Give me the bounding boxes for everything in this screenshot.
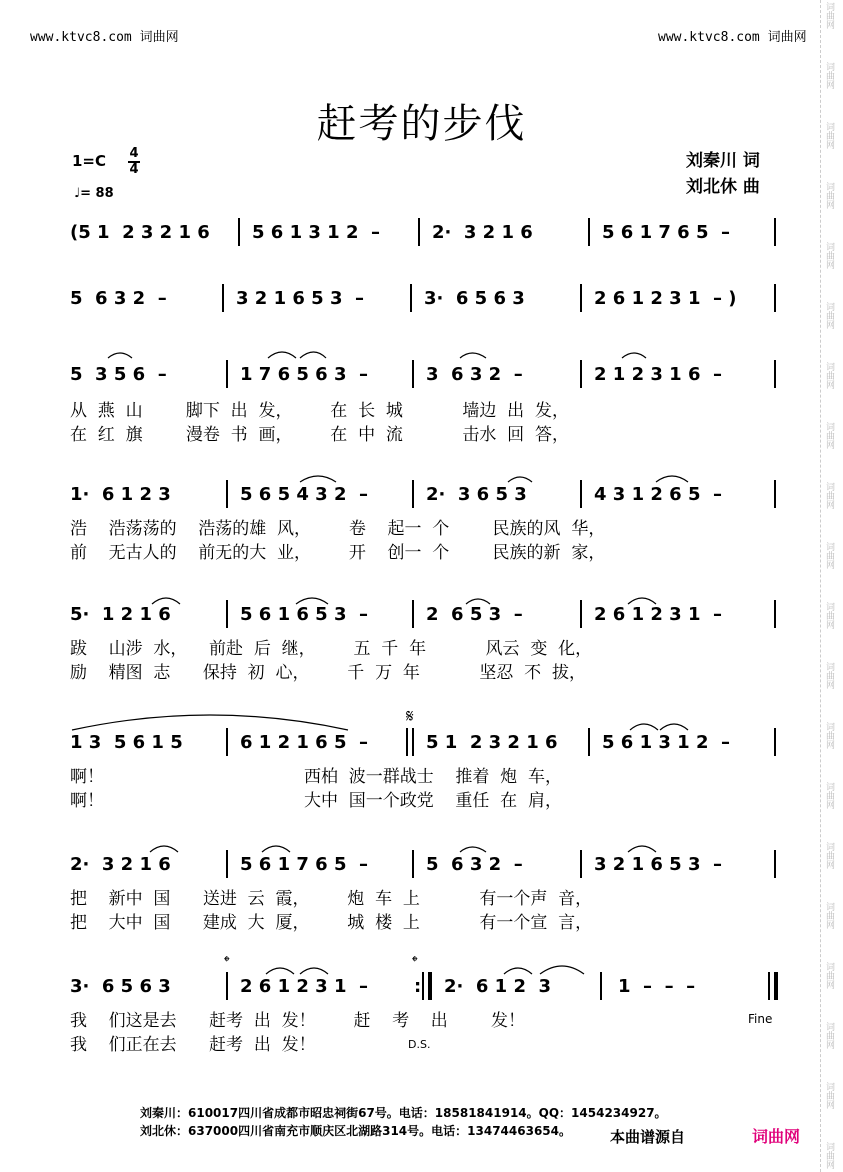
barline — [422, 972, 424, 1000]
site-url-right[interactable]: www.ktvc8.com 词曲网 — [658, 30, 807, 45]
measure: 1 7 6 5 6 3 – — [240, 364, 369, 385]
song-title: 赶考的步伐 — [316, 101, 527, 147]
lyric-verse-1: 我 们这是去 赶考 出 发！ 赶 考 出 发！ — [70, 1011, 525, 1031]
measure: 3· 6 5 6 3 — [70, 976, 171, 997]
measure: 2 6 1 2 3 1 – ) — [594, 288, 737, 309]
measure: (5 1 2 3 2 1 6 — [70, 222, 210, 243]
key-signature: 1=C — [72, 152, 107, 170]
measure: 5 6 1 3 1 2 – — [602, 732, 731, 753]
barline — [226, 600, 228, 628]
barline — [412, 480, 414, 508]
source-label: 本曲谱源自 — [610, 1128, 686, 1146]
time-bottom: 4 — [129, 162, 139, 177]
measure: 5· 1 2 1 6 — [70, 604, 171, 625]
lyric-verse-2: 在 红 旗 漫卷 书 画， 在 中 流 击水 回 答， — [70, 425, 569, 445]
score-line-6 — [70, 732, 780, 762]
lyric-verse-2: 我 们正在去 赶考 出 发！ — [70, 1035, 316, 1055]
barline — [428, 972, 432, 1000]
fine-marking: Fine — [748, 1012, 773, 1026]
measure: 1· 6 1 2 3 — [70, 484, 171, 505]
measure: 2 6 1 2 3 1 – — [240, 976, 369, 997]
measure: 2· 3 2 1 6 — [70, 854, 171, 875]
barline — [774, 728, 776, 756]
measure: 4 3 1 2 6 5 – — [594, 484, 723, 505]
score-line-4 — [70, 484, 780, 514]
measure: 5 6 1 3 1 2 – — [252, 222, 381, 243]
barline — [588, 728, 590, 756]
time-top: 4 — [129, 146, 139, 161]
measure: 2 1 2 3 1 6 – — [594, 364, 723, 385]
measure: 5 6 1 7 6 5 – — [240, 854, 369, 875]
measure: 2 6 5 3 – — [426, 604, 523, 625]
site-url-left[interactable]: www.ktvc8.com 词曲网 — [30, 30, 179, 45]
lyric-verse-2: 励 精图 志 保持 初 心， 千 万 年 坚忍 不 拔， — [70, 663, 586, 683]
lyric-verse-1: 把 新中 国 送进 云 霞， 炮 车 上 有一个声 音， — [70, 889, 593, 909]
contact-composer: 刘北休：637000四川省南充市顺庆区北湖路314号。电话：13474463654。 — [140, 1124, 571, 1138]
barline — [226, 360, 228, 388]
measure: 2· 3 2 1 6 — [432, 222, 533, 243]
coda-sign: 𝄌 — [224, 952, 230, 971]
barline — [774, 850, 776, 878]
measure: 3· 6 5 6 3 — [424, 288, 525, 309]
barline — [412, 360, 414, 388]
barline — [580, 850, 582, 878]
score-line-3 — [70, 364, 780, 394]
measure: 1 3 5 6 1 5 — [70, 732, 183, 753]
tempo-marking: ♩= 88 — [74, 186, 114, 201]
barline — [768, 972, 770, 1000]
measure: 5 6 1 6 5 3 – — [240, 604, 369, 625]
quarter-note-icon: ♩ — [74, 186, 81, 201]
lyric-verse-2: 把 大中 国 建成 大 厦， 城 楼 上 有一个宣 言， — [70, 913, 593, 933]
score-line-5 — [70, 604, 780, 634]
barline — [774, 480, 776, 508]
lyric-verse-1: 啊！ 西柏 波一群战士 推着 炮 车， — [70, 767, 562, 787]
barline — [226, 972, 228, 1000]
lyric-verse-1: 从 燕 山 脚下 出 发， 在 长 城 墙边 出 发， — [70, 401, 569, 421]
ds-marking: D.S. — [408, 1038, 431, 1051]
final-barline — [774, 972, 778, 1000]
measure: 5 3 5 6 – — [70, 364, 167, 385]
lyric-verse-1: 跋 山涉 水， 前赴 后 继， 五 千 年 风云 变 化， — [70, 639, 593, 659]
measure: 5 6 3 2 – — [70, 288, 167, 309]
barline — [580, 480, 582, 508]
watermark-strip: 词曲网 词曲网 词曲网 词曲网 词曲网 词曲网 词曲网 词曲网 词曲网 词曲网 词曲网 词曲网 词曲网 词曲网 词曲网 词曲网 词曲网 词曲网 词曲网 词曲网 — [820, 0, 839, 1172]
measure: 5 6 1 7 6 5 – — [602, 222, 731, 243]
measure: 3 2 1 6 5 3 – — [594, 854, 723, 875]
measure: 5 1 2 3 2 1 6 — [426, 732, 558, 753]
contact-lyricist: 刘秦川：610017四川省成都市昭忠祠街67号。电话：18581841914。QQ：1454234927。 — [140, 1106, 667, 1120]
repeat-dots: : — [414, 976, 422, 997]
segno-sign: 𝄋 — [406, 706, 414, 727]
lyric-verse-2: 前 无古人的 前无的大 业， 开 创一 个 民族的新 家， — [70, 543, 606, 563]
barline — [774, 360, 776, 388]
barline — [226, 850, 228, 878]
barline — [412, 850, 414, 878]
lyric-verse-1: 浩 浩荡荡的 浩荡的雄 风， 卷 起一 个 民族的风 华， — [70, 519, 606, 539]
coda-sign-2: 𝄌 — [412, 952, 418, 971]
measure: 5 6 3 2 – — [426, 854, 523, 875]
barline — [226, 728, 228, 756]
score-line-7 — [70, 854, 780, 884]
barline — [406, 728, 408, 756]
brand-logo[interactable]: 词曲网 — [752, 1127, 801, 1146]
score-line-8 — [70, 976, 780, 1006]
measure: 3 2 1 6 5 3 – — [236, 288, 365, 309]
measure: 2· 3 6 5 3 — [426, 484, 527, 505]
composer: 刘北休 曲 — [686, 177, 760, 197]
barline — [774, 600, 776, 628]
measure: 2 6 1 2 3 1 – — [594, 604, 723, 625]
measure: 5 6 5 4 3 2 – — [240, 484, 369, 505]
measure: 2· 6 1 2 3 — [444, 976, 552, 997]
measure: 1 – – – — [618, 976, 696, 997]
measure: 3 6 3 2 – — [426, 364, 523, 385]
barline — [580, 600, 582, 628]
barline — [412, 600, 414, 628]
barline — [580, 360, 582, 388]
barline — [412, 728, 414, 756]
measure: 6 1 2 1 6 5 – — [240, 732, 369, 753]
lyric-verse-2: 啊！ 大中 国一个政党 重任 在 肩， — [70, 791, 562, 811]
lyricist: 刘秦川 词 — [686, 151, 760, 171]
barline — [600, 972, 602, 1000]
barline — [226, 480, 228, 508]
